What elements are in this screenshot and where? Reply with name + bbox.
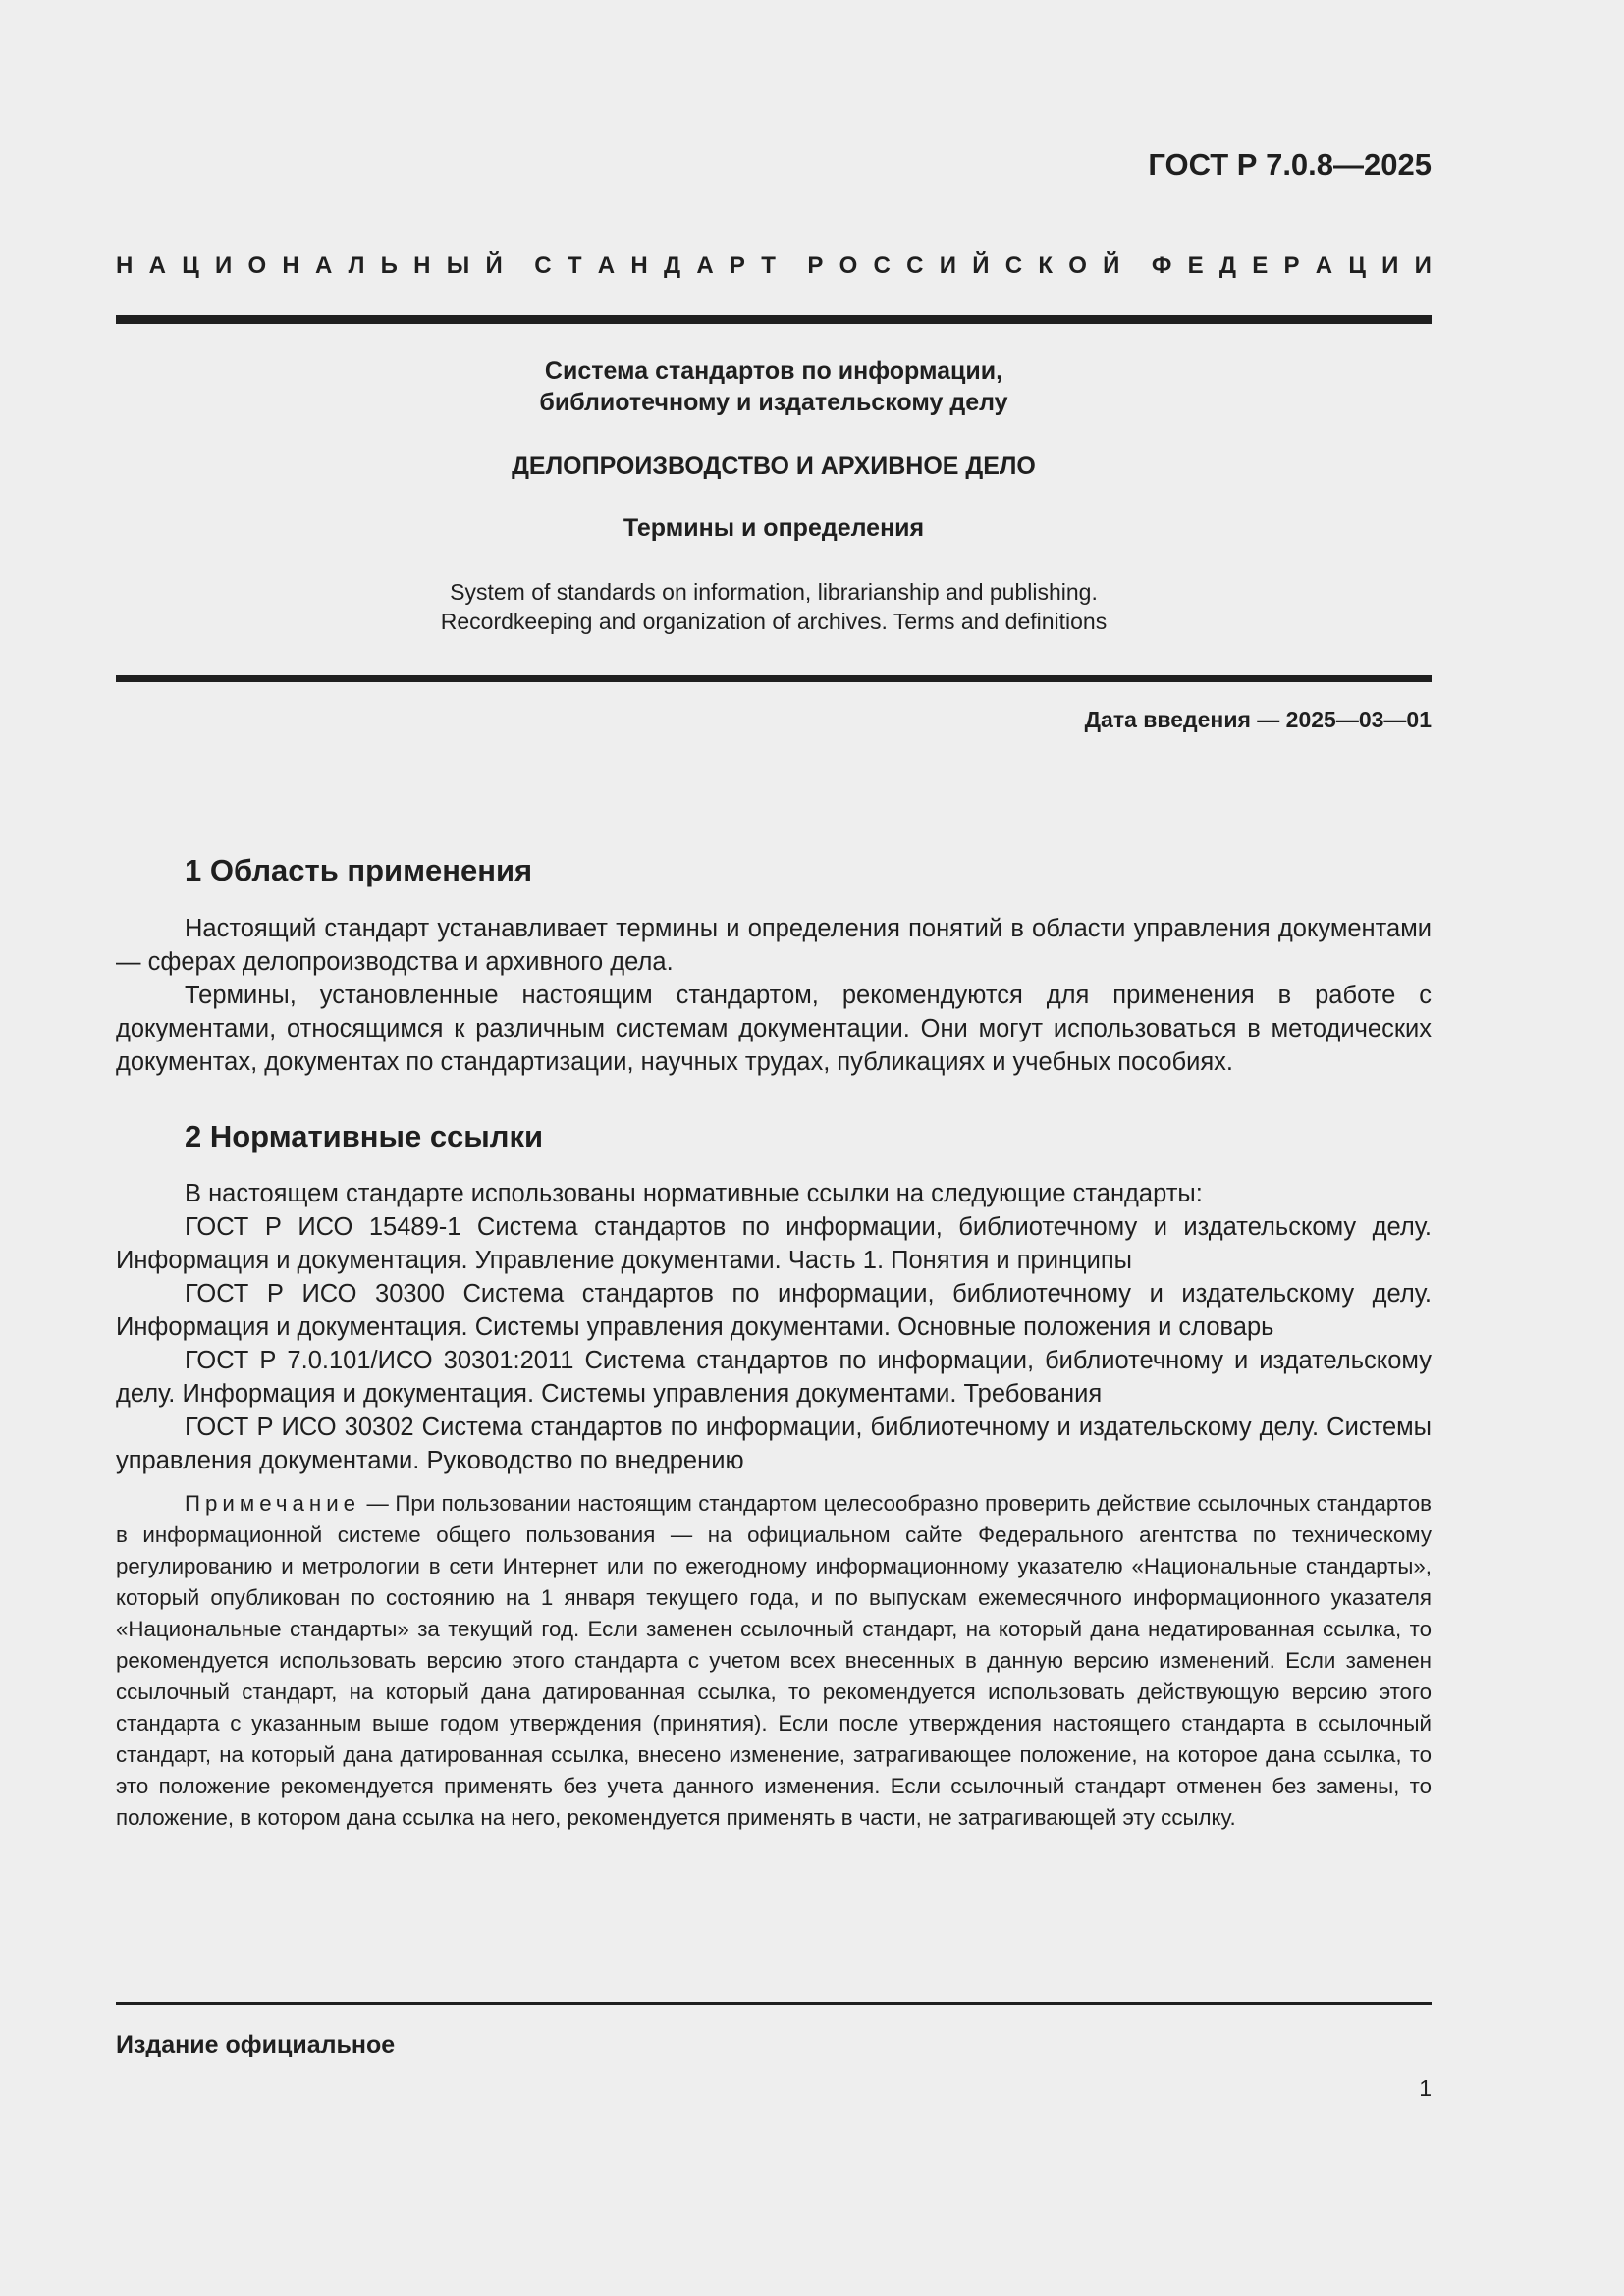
heading-letter: С bbox=[534, 252, 552, 279]
heading-letter: Й bbox=[485, 252, 503, 279]
heading-letter: К bbox=[1038, 252, 1053, 279]
english-title-line-1: System of standards on information, librarianship and publishing. bbox=[450, 579, 1098, 605]
note-block bbox=[116, 1488, 1432, 1834]
english-title bbox=[116, 577, 1432, 636]
section-2-heading: 2 Нормативные ссылки bbox=[185, 1119, 544, 1153]
normative-reference: ГОСТ Р ИСО 30302 Система стандартов по информации, библиотечному и издательскому делу. Системы управления документами. Руководство по внедрению bbox=[116, 1414, 1432, 1474]
english-title-line-2: Recordkeeping and organization of archives. Terms and definitions bbox=[440, 609, 1108, 634]
normative-reference: ГОСТ Р ИСО 30300 Система стандартов по информации, библиотечному и издательскому делу. Информация и документация. Системы управления документами. Основные положения и словарь bbox=[116, 1280, 1432, 1341]
section-1-heading: 1 Область применения bbox=[185, 853, 533, 887]
heading-letter: С bbox=[906, 252, 924, 279]
heading-letter: А bbox=[597, 252, 616, 279]
series-title bbox=[116, 355, 1432, 418]
heading-letter: Й bbox=[972, 252, 990, 279]
heading-letter: А bbox=[148, 252, 166, 279]
heading-letter: Т bbox=[567, 252, 582, 279]
normative-reference: ГОСТ Р ИСО 15489-1 Система стандартов по информации, библиотечному и издательскому делу. Информация и документация. Управление документами. Часть 1. Понятия и принципы bbox=[116, 1213, 1432, 1274]
heading-letter: И bbox=[1414, 252, 1432, 279]
heading-letter: Д bbox=[1218, 252, 1237, 279]
document-page bbox=[116, 0, 1432, 2296]
heading-letter: Й bbox=[1103, 252, 1120, 279]
heading-letter: О bbox=[247, 252, 267, 279]
heading-letter: Е bbox=[1252, 252, 1269, 279]
section-2-paragraph: В настоящем стандарте использованы нормативные ссылки на следующие стандарты: bbox=[185, 1180, 1203, 1207]
note-label: Примечание bbox=[185, 1491, 361, 1516]
top-thick-rule bbox=[116, 315, 1432, 324]
section-1-body bbox=[116, 912, 1432, 1079]
subtitle: Термины и определения bbox=[623, 514, 925, 542]
national-standard-heading bbox=[116, 252, 1432, 280]
heading-letter: А bbox=[1315, 252, 1333, 279]
heading-letter: Е bbox=[1187, 252, 1204, 279]
section-1-paragraph: Термины, установленные настоящим стандартом, рекомендуются для применения в работе с документами, относящимся к различным системам документации. Они могут использоваться в методических документах, документах по стандартизации, научных трудах, публикациях и учебных пособиях. bbox=[116, 982, 1432, 1076]
heading-letter: Ы bbox=[446, 252, 470, 279]
middle-thick-rule bbox=[116, 675, 1432, 682]
normative-reference: ГОСТ Р 7.0.101/ИСО 30301:2011 Система стандартов по информации, библиотечному и издательскому делу. Информация и документация. Системы управления документами. Требования bbox=[116, 1347, 1432, 1408]
heading-letter: Ь bbox=[380, 252, 398, 279]
page-number: 1 bbox=[1419, 2075, 1432, 2101]
section-1-paragraph: Настоящий стандарт устанавливает термины и определения понятий в области управления документами — сферах делопроизводства и архивного дела. bbox=[116, 915, 1432, 976]
heading-letter: А bbox=[696, 252, 714, 279]
heading-letter: Н bbox=[282, 252, 299, 279]
heading-letter: Ц bbox=[1348, 252, 1366, 279]
heading-letter: Д bbox=[663, 252, 681, 279]
heading-letter: Л bbox=[348, 252, 365, 279]
standard-code: ГОСТ Р 7.0.8—2025 bbox=[1148, 147, 1432, 182]
heading-letter: Н bbox=[413, 252, 431, 279]
series-title-line-2: библиотечному и издательскому делу bbox=[539, 389, 1008, 416]
section-2-body bbox=[116, 1177, 1432, 1477]
heading-letter: Н bbox=[116, 252, 134, 279]
heading-letter: И bbox=[214, 252, 233, 279]
heading-letter: Ф bbox=[1151, 252, 1172, 279]
heading-letter: Т bbox=[761, 252, 776, 279]
heading-letter: О bbox=[1068, 252, 1087, 279]
heading-letter: Р bbox=[729, 252, 745, 279]
heading-letter: Н bbox=[630, 252, 648, 279]
footer-rule bbox=[116, 2002, 1432, 2005]
official-edition-label: Издание официальное bbox=[116, 2031, 396, 2058]
main-title: ДЕЛОПРОИЗВОДСТВО И АРХИВНОЕ ДЕЛО bbox=[512, 453, 1036, 480]
series-title-line-1: Система стандартов по информации, bbox=[544, 357, 1003, 385]
introduction-date: Дата введения — 2025—03—01 bbox=[1084, 707, 1432, 732]
heading-letter: Ц bbox=[182, 252, 199, 279]
heading-letter: И bbox=[939, 252, 956, 279]
heading-letter: О bbox=[839, 252, 858, 279]
heading-letter: Р bbox=[1283, 252, 1300, 279]
note-text: — При пользовании настоящим стандартом целесообразно проверить действие ссылочных стандартов в информационной системе общего пользования — на официальном сайте Федерального агентства по техническому регулированию и метрологии в сети Интернет или по ежегодному информационному указателю «Национальные стандарты», который опубликован по состоянию на 1 января текущего года, и по выпускам ежемесячного информационного указателя «Национальные стандарты» за текущий год. Если заменен ссылочный стандарт, на который дана недатированная ссылка, то рекомендуется использовать версию этого стандарта с учетом всех внесенных в данную версию изменений. Если заменен ссылочный стандарт, на который дана датированная ссылка, то рекомендуется использовать действующую версию этого стандарта с указанным выше годом утверждения (принятия). Если после утверждения настоящего стандарта в ссылочный стандарт, на который дана датированная ссылка, внесено изменение, затрагивающее положение, на которое дана ссылка, то это положение рекомендуется применять без учета данного изменения. Если ссылочный стандарт отменен без замены, то положение, в котором дана ссылка на него, рекомендуется применять в части, не затрагивающей эту ссылку. bbox=[116, 1491, 1432, 1830]
heading-letter: С bbox=[873, 252, 891, 279]
heading-letter: С bbox=[1004, 252, 1023, 279]
heading-letter: А bbox=[314, 252, 333, 279]
heading-letter: Р bbox=[807, 252, 824, 279]
heading-letter: И bbox=[1381, 252, 1399, 279]
